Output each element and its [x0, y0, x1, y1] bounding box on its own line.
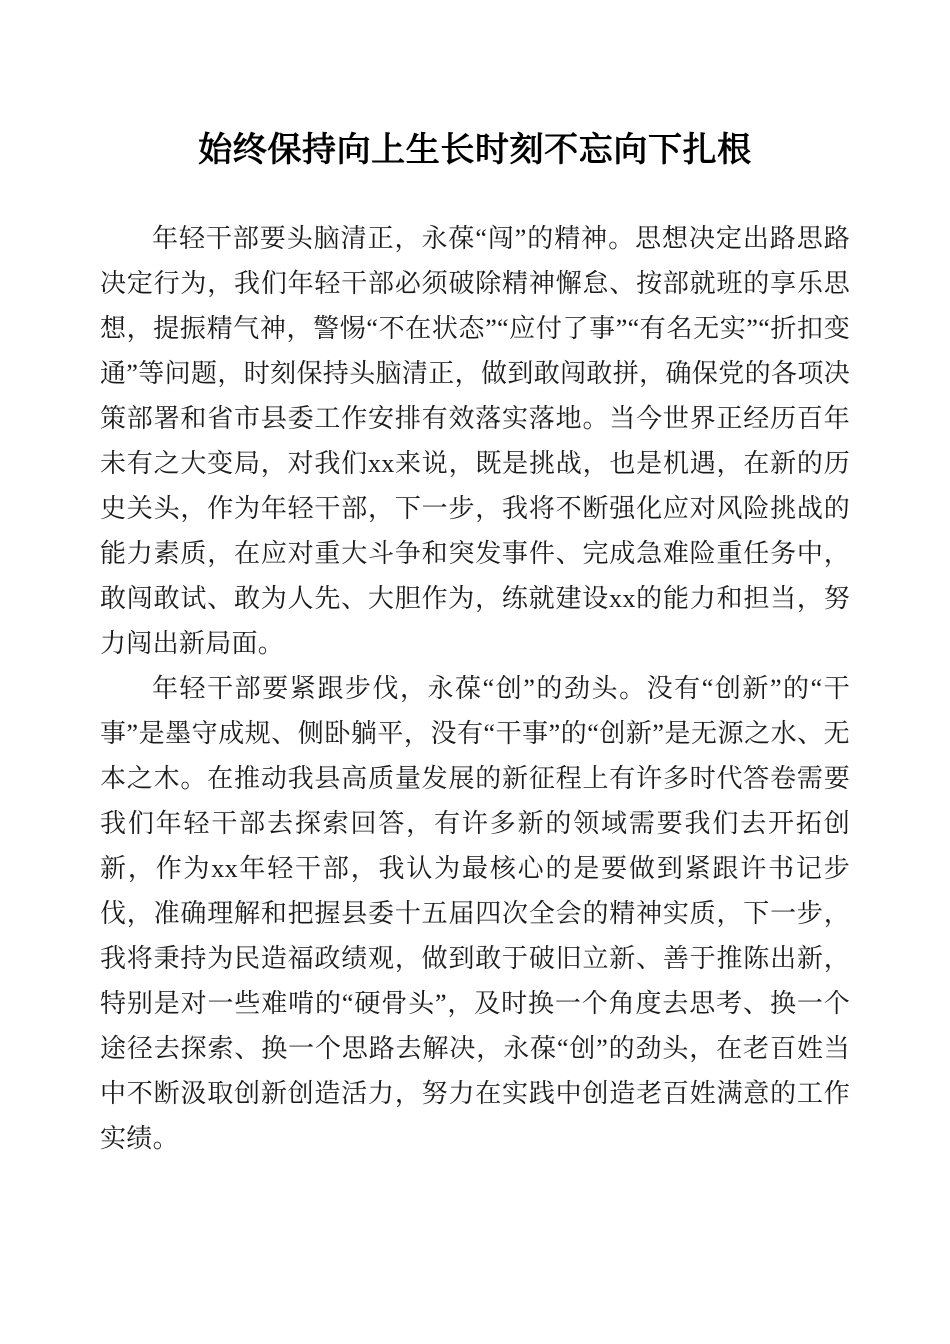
body-content [100, 216, 850, 1161]
body-paragraph-2: 年轻干部要紧跟步伐，永葆“创”的劲头。没有“创新”的“干事”是墨守成规、侧卧躺平，没有“干事”的“创新”是无源之水、无本之木。在推动我县高质量发展的新征程上有许多时代答卷需要我们年轻干部去探索回答，有许多新的领域需要我们去开拓创新，作为xx年轻干部，我认为最核心的是要做到紧跟许书记步伐，准确理解和把握县委十五届四次全会的精神实质，下一步，我将秉持为民造福政绩观，做到敢于破旧立新、善于推陈出新，特别是对一些难啃的“硬骨头”，及时换一个角度去思考、换一个途径去探索、换一个思路去解决，永葆“创”的劲头，在老百姓当中不断汲取创新创造活力，努力在实践中创造老百姓满意的工作实绩。 [100, 674, 850, 1153]
body-paragraph-1: 年轻干部要头脑清正，永葆“闯”的精神。思想决定出路思路决定行为，我们年轻干部必须破除精神懈怠、按部就班的享乐思想，提振精气神，警惕“不在状态”“应付了事”“有名无实”“折扣变通”等问题，时刻保持头脑清正，做到敢闯敢拼，确保党的各项决策部署和省市县委工作安排有效落实落地。当今世界正经历百年未有之大变局，对我们xx来说，既是挑战，也是机遇，在新的历史关头，作为年轻干部，下一步，我将不断强化应对风险挑战的能力素质，在应对重大斗争和突发事件、完成急难险重任务中，敢闯敢试、敢为人先、大胆作为，练就建设xx的能力和担当，努力闯出新局面。 [100, 224, 850, 658]
document-text-block [100, 0, 850, 1161]
page-title: 始终保持向上生长时刻不忘向下扎根 [198, 132, 752, 169]
